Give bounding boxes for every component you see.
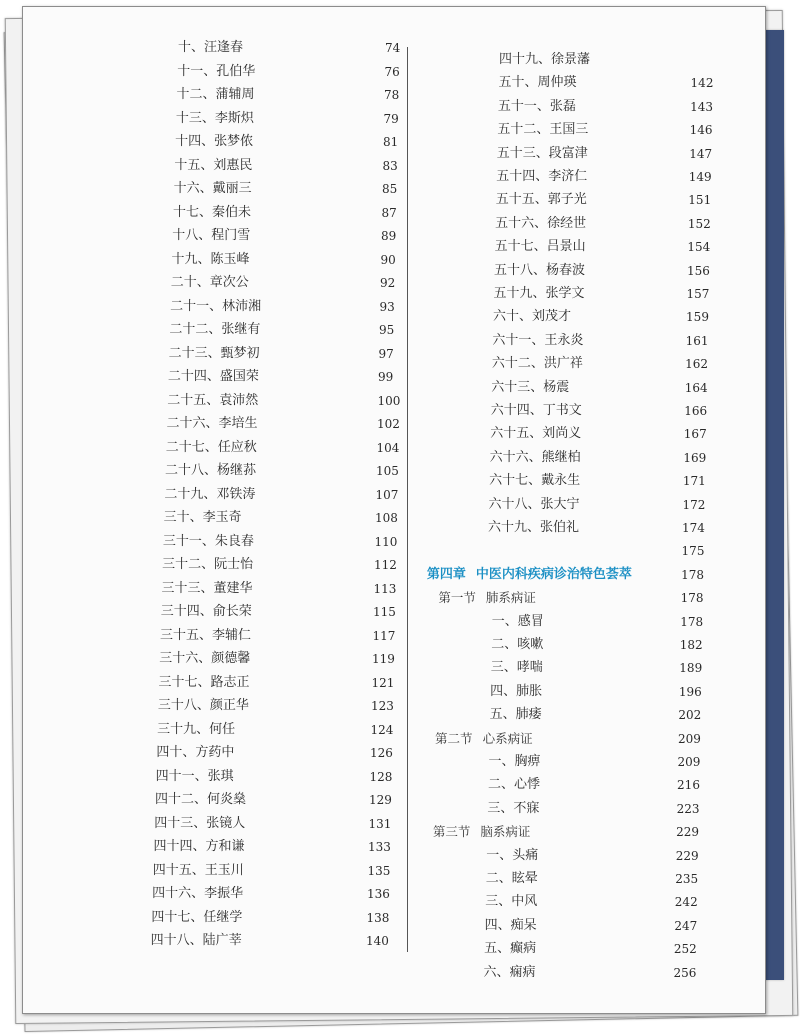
toc-page-number: 140	[366, 934, 389, 948]
toc-page-number: 209	[677, 755, 701, 769]
toc-page-number: 90	[380, 252, 396, 267]
toc-entry	[23, 96, 723, 118]
toc-entry-label: 三、不寐	[487, 800, 540, 816]
toc-page-number: 107	[375, 487, 399, 502]
toc-entry	[23, 540, 723, 562]
toc-page-number: 175	[681, 544, 705, 559]
toc-entry-label: 五十三、段富津	[496, 145, 588, 161]
section-title: 脑系病证	[480, 824, 531, 840]
toc-entry-label: 四十一、张琪	[155, 768, 234, 784]
toc-entry-label: 二十三、甄梦初	[168, 345, 260, 361]
toc-entry-label: 十八、程门雪	[172, 228, 251, 243]
toc-page-number: 87	[381, 205, 397, 220]
toc-entry-label-group	[489, 751, 541, 773]
section-title: 心系病证	[482, 730, 533, 746]
toc-entry-label: 一、感冒	[491, 613, 544, 629]
toc-page-number: 138	[366, 910, 390, 925]
toc-page-number: 121	[371, 675, 395, 690]
toc-entry-label: 六十一、王永炎	[492, 332, 584, 348]
toc-entry-label: 三十八、颜正华	[157, 698, 249, 713]
toc-entry	[23, 891, 723, 913]
toc-entry-label-group	[492, 330, 583, 352]
toc-page-number: 152	[687, 216, 711, 231]
toc-page-number: 146	[689, 123, 713, 138]
toc-entry	[23, 377, 723, 399]
toc-entry-label-group	[486, 845, 538, 867]
toc-page-number: 136	[367, 887, 390, 901]
toc-page-number: 147	[689, 146, 713, 161]
toc-page-number: 113	[373, 581, 397, 596]
toc-entry-label: 二十八、杨继荪	[165, 463, 257, 478]
toc-entry	[23, 938, 723, 960]
toc-entry-label: 三十二、阮士怡	[162, 557, 254, 572]
toc-page-number: 161	[685, 333, 709, 348]
toc-entry-label-group	[493, 306, 571, 328]
toc-page-number: 178	[681, 567, 704, 582]
toc-entry-label: 五十一、张磊	[497, 98, 576, 114]
toc-entry-label-group	[485, 891, 537, 913]
toc-page-number: 149	[688, 170, 712, 184]
toc-entry-label: 二、咳嗽	[491, 637, 544, 652]
toc-entry-label-group	[490, 423, 581, 445]
toc-entry-label: 二、眩晕	[485, 871, 538, 886]
toc-entry-label: 五十五、郭子光	[495, 192, 587, 208]
toc-page-number: 174	[682, 521, 705, 535]
toc-entry-label-group	[491, 657, 543, 679]
toc-entry	[23, 494, 723, 516]
toc-entry-label: 五十、周仲瑛	[498, 75, 577, 91]
toc-page-number: 110	[374, 534, 398, 549]
toc-entry	[23, 845, 723, 867]
toc-entry-label: 六十六、熊继柏	[489, 449, 581, 465]
toc-entry	[23, 774, 723, 796]
toc-page-number: 124	[370, 722, 394, 737]
toc-entry	[23, 611, 723, 633]
toc-entry	[23, 189, 723, 211]
toc-page-number: 133	[368, 840, 391, 854]
toc-entry-label: 六十、刘茂才	[492, 309, 571, 325]
toc-entry	[23, 634, 723, 656]
toc-entry-label: 三、哮喘	[490, 660, 543, 676]
toc-entry	[23, 236, 723, 258]
toc-entry-label-group	[494, 283, 585, 305]
toc-entry-label: 三十三、董建华	[161, 580, 253, 596]
section-title: 肺系病证	[485, 590, 536, 606]
toc-entry-label-group	[490, 704, 542, 726]
toc-page-number: 97	[378, 346, 394, 361]
toc-entry-label: 十六、戴丽三	[173, 181, 252, 196]
toc-entry-label-group	[488, 774, 540, 796]
toc-entry-label-group	[496, 189, 587, 211]
toc-page-number: 171	[682, 474, 706, 489]
toc-page-number: 202	[678, 708, 702, 723]
toc-entry-label-group	[438, 587, 536, 609]
toc-entry-label: 二十二、张继有	[169, 322, 261, 337]
toc-entry-label-group	[484, 962, 536, 984]
toc-entry	[23, 470, 723, 492]
toc-entry	[23, 330, 723, 352]
toc-page-number: 178	[680, 591, 704, 606]
toc-entry-label-group	[486, 868, 538, 890]
toc-entry-label-group	[494, 260, 585, 282]
toc-page-number: 235	[675, 872, 699, 886]
toc-entry-label: 十二、蒲辅周	[176, 87, 255, 102]
toc-entry-label: 三十一、朱良春	[162, 533, 254, 549]
toc-entry-label-group	[490, 447, 581, 469]
chapter-title: 中医内科疾病诊治特色荟萃	[475, 566, 632, 582]
toc-page-number: 74	[385, 41, 401, 55]
toc-page-number: 123	[371, 699, 394, 713]
toc-entry-label: 六十五、刘尚义	[490, 426, 582, 442]
toc-entry-label: 一、头痛	[486, 847, 539, 863]
toc-entry-label-group	[498, 96, 576, 118]
section-number: 第二节	[435, 730, 473, 746]
toc-entry-label: 三、中风	[485, 894, 538, 910]
toc-entry-label: 二、心悸	[487, 777, 540, 793]
toc-entry-label: 二十七、任应秋	[165, 439, 257, 455]
toc-entry-label: 三十七、路志正	[158, 674, 250, 690]
toc-page	[22, 6, 766, 1014]
toc-page-number: 100	[377, 393, 401, 408]
toc-entry-label-group	[498, 72, 576, 94]
toc-entry-label-group	[491, 377, 569, 399]
toc-page-number: 81	[383, 135, 399, 149]
toc-page-number: 89	[381, 229, 397, 243]
toc-entry-label: 三十四、俞长荣	[160, 604, 252, 619]
toc-entry-label: 四十、方药中	[156, 745, 235, 760]
toc-page-number: 209	[677, 731, 701, 746]
toc-page-number: 112	[374, 558, 397, 572]
toc-entry-label: 四、肺胀	[490, 683, 543, 699]
toc-page-number: 99	[378, 370, 394, 384]
toc-page-number: 223	[676, 801, 700, 816]
toc-entry-label: 十五、刘惠民	[174, 157, 253, 173]
toc-entry-label-group	[495, 236, 586, 258]
toc-entry-label: 六十八、张大宁	[488, 496, 580, 512]
toc-entry-label-group	[435, 728, 533, 750]
section-number: 第三节	[432, 824, 471, 840]
toc-entry-label: 二十五、袁沛然	[167, 392, 259, 408]
toc-page-number: 189	[679, 661, 703, 676]
toc-page-number: 129	[369, 793, 392, 807]
toc-entry	[23, 143, 723, 165]
toc-entry-label: 四、痴呆	[484, 917, 537, 933]
toc-entry-label: 二十六、李培生	[166, 416, 258, 431]
toc-page-number: 154	[687, 240, 711, 255]
toc-entry-label: 四十三、张镜人	[154, 815, 246, 831]
toc-entry	[23, 283, 723, 305]
toc-entry-label: 二十九、邓铁涛	[164, 486, 256, 502]
toc-entry-label-group	[489, 494, 580, 516]
toc-page-number: 119	[372, 652, 395, 666]
toc-page-number: 135	[367, 863, 391, 878]
toc-entry-label-group	[492, 353, 583, 375]
toc-page-number: 151	[688, 193, 712, 208]
toc-entry-label: 四十四、方和谦	[153, 839, 245, 854]
toc-entry	[23, 447, 723, 469]
toc-entry-label: 二十一、林沛湘	[170, 298, 262, 314]
toc-page-number: 115	[373, 605, 396, 619]
section-heading	[23, 728, 723, 750]
toc-entry-label: 五十七、吕景山	[494, 239, 586, 255]
toc-entry-label-group	[490, 681, 542, 703]
toc-entry-label: 五十六、徐经世	[495, 215, 587, 231]
toc-entry-label-group	[489, 470, 580, 492]
toc-entry-label-group	[487, 798, 539, 820]
toc-entry-label-group	[491, 400, 582, 422]
toc-entry-label-group	[492, 611, 544, 633]
toc-entry	[23, 353, 723, 375]
chapter-number: 第四章	[426, 566, 466, 582]
toc-page-number: 102	[377, 417, 400, 431]
toc-entry-label: 六十九、张伯礼	[488, 520, 580, 535]
toc-entry-label: 三十、李玉奇	[163, 510, 242, 525]
toc-entry	[23, 915, 723, 937]
toc-entry-label: 三十五、李辅仁	[160, 627, 252, 643]
toc-entry	[23, 681, 723, 703]
toc-entry-label-group	[496, 166, 587, 188]
toc-page-number: 159	[686, 310, 709, 325]
section-heading	[23, 821, 723, 843]
toc-page-number: 169	[683, 450, 707, 465]
toc-entry-label: 六十四、丁书文	[490, 403, 582, 418]
toc-page-number: 256	[673, 965, 697, 980]
toc-entry-label: 十一、孔伯华	[177, 63, 256, 79]
toc-page-number: 164	[684, 380, 708, 395]
toc-entry-label: 二十四、盛国荣	[167, 369, 259, 384]
toc-entry-label: 十七、秦伯未	[172, 204, 251, 220]
toc-entry-label-group	[499, 49, 590, 71]
toc-page-number: 229	[676, 825, 700, 840]
toc-page-number: 93	[379, 299, 395, 314]
toc-entry-label: 十三、李斯炽	[175, 110, 254, 126]
toc-entry-label: 四十二、何炎燊	[154, 792, 246, 807]
toc-entry-label: 二十、章次公	[170, 275, 249, 290]
toc-entry-label: 三十九、何任	[157, 721, 236, 737]
toc-page-number: 105	[376, 464, 399, 478]
toc-page-number: 76	[384, 64, 400, 79]
toc-page-number: 196	[678, 684, 702, 699]
toc-page-number: 92	[380, 276, 396, 290]
toc-entry-label: 五十二、王国三	[497, 122, 589, 138]
toc-entry-label: 四十七、任继学	[151, 909, 243, 925]
section-number: 第一节	[438, 590, 476, 606]
toc-entry	[23, 704, 723, 726]
toc-entry	[23, 166, 723, 188]
toc-page-number: 78	[384, 88, 400, 102]
chapter-heading	[23, 564, 723, 586]
toc-page-number: 128	[369, 769, 393, 784]
toc-page-number: 85	[382, 182, 398, 196]
toc-entry-label: 四十六、李振华	[152, 886, 244, 901]
toc-page-number: 166	[684, 404, 708, 418]
toc-entry-label: 四十五、王玉川	[152, 862, 244, 878]
toc-entry	[23, 657, 723, 679]
toc-entry-label: 三十六、颜德馨	[159, 651, 251, 666]
toc-entry-label-group	[497, 143, 588, 165]
toc-entry	[23, 119, 723, 141]
toc-entry-label: 六、痫病	[483, 964, 536, 980]
toc-page-number: 143	[690, 99, 713, 114]
toc-entry	[23, 260, 723, 282]
section-heading	[23, 587, 723, 609]
toc-entry-label: 十、汪逢春	[178, 40, 244, 55]
toc-page-number: 108	[375, 511, 398, 525]
toc-page-number: 172	[682, 497, 706, 512]
toc-page-number: 229	[675, 848, 699, 863]
toc-entry-label: 十四、张梦侬	[175, 134, 254, 149]
toc-entry-label: 六十三、杨震	[491, 379, 570, 395]
toc-entry-label-group	[491, 634, 543, 656]
toc-entry	[23, 868, 723, 890]
toc-entry	[23, 962, 723, 984]
toc-page-number: 131	[368, 816, 392, 831]
toc-page-number: 252	[673, 942, 697, 957]
toc-entry-label: 五十四、李济仁	[496, 169, 588, 184]
toc-entry-label-group	[497, 119, 588, 141]
toc-page-number: 142	[690, 76, 714, 91]
toc-entry	[23, 72, 723, 94]
toc-entry	[23, 423, 723, 445]
toc-page-number: 95	[379, 323, 395, 337]
toc-entry-label: 五、癫病	[484, 941, 537, 957]
toc-entry-label-group	[484, 938, 536, 960]
toc-entry-label: 五十九、张学文	[493, 286, 585, 301]
toc-entry-label: 五十八、杨春波	[494, 262, 586, 278]
toc-entry-label: 六十二、洪广祥	[491, 356, 583, 372]
toc-entry-label-group	[485, 915, 537, 937]
toc-entry-label: 四十九、徐景藩	[499, 52, 591, 67]
toc-entry-label-group	[495, 213, 586, 235]
toc-entry-label: 六十七、戴永生	[489, 473, 581, 489]
toc-page-number: 182	[679, 638, 703, 652]
toc-entry-label: 十九、陈玉峰	[171, 251, 250, 267]
toc-entry-label: 一、胸痹	[488, 754, 541, 769]
toc-entry	[23, 400, 723, 422]
toc-entry	[23, 517, 723, 539]
toc-page-number: 126	[370, 746, 393, 760]
toc-entry-label-group	[433, 821, 531, 843]
toc-page-number: 104	[376, 440, 400, 455]
toc-page-number: 216	[677, 778, 700, 793]
toc-entry	[23, 306, 723, 328]
toc-page-number: 162	[685, 357, 709, 372]
toc-page-number: 157	[686, 287, 710, 301]
toc-page-number: 79	[383, 111, 399, 126]
toc-page-number: 247	[674, 918, 698, 933]
toc-entry	[23, 798, 723, 820]
toc-page-number: 117	[372, 628, 396, 643]
toc-entry-label-group	[488, 517, 579, 539]
toc-entry-label: 四十八、陆广莘	[150, 933, 242, 948]
toc-page-number: 83	[382, 158, 398, 173]
toc-entry	[23, 49, 723, 71]
toc-entry-label-group	[427, 564, 632, 586]
toc-page-number: 242	[674, 895, 698, 910]
toc-page-number: 178	[680, 614, 704, 629]
toc-entry-label: 五、肺痿	[489, 707, 542, 723]
toc-page-number: 167	[683, 427, 707, 442]
toc-entry	[23, 751, 723, 773]
toc-entry	[23, 213, 723, 235]
toc-page-number: 156	[686, 263, 710, 278]
